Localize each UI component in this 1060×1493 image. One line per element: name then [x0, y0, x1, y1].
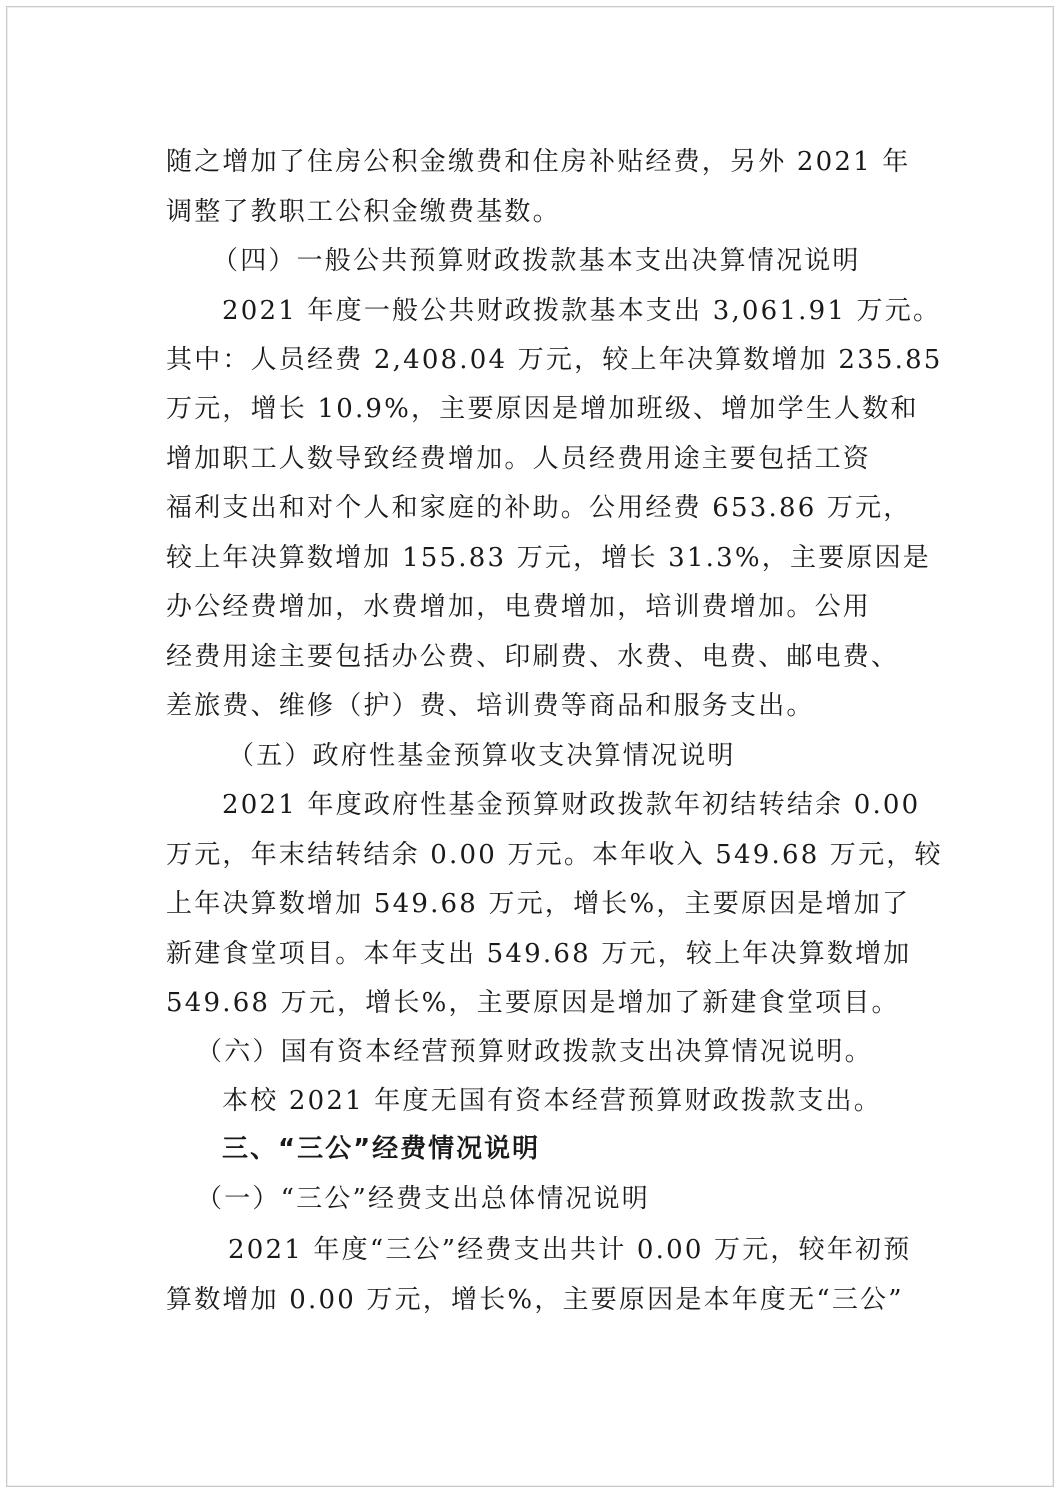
- body-text-line: 经费用途主要包括办公费、印刷费、水费、电费、邮电费、: [166, 642, 900, 672]
- body-text-line: 增加职工人数导致经费增加。人员经费用途主要包括工资: [166, 444, 872, 474]
- body-text-line: 2021 年度“三公”经费支出共计 0.00 万元，较年初预: [228, 1235, 912, 1265]
- body-text-line: 随之增加了住房公积金缴费和住房补贴经费，另外 2021 年: [166, 147, 911, 177]
- body-text-line: 万元，增长 10.9%，主要原因是增加班级、增加学生人数和: [166, 394, 919, 424]
- body-text-line: 调整了教职工公积金缴费基数。: [166, 197, 561, 227]
- body-text-line: 福利支出和对个人和家庭的补助。公用经费 653.86 万元，: [166, 493, 912, 523]
- body-text-line: 本校 2021 年度无国有资本经营预算财政拨款支出。: [222, 1086, 882, 1116]
- subsection-heading-1: （一）“三公”经费支出总体情况说明: [196, 1184, 650, 1214]
- body-text-line: 2021 年度一般公共财政拨款基本支出 3,061.91 万元。: [222, 296, 942, 326]
- body-text-line: 办公经费增加，水费增加，电费增加，培训费增加。公用: [166, 592, 872, 622]
- body-text-line: 其中：人员经费 2,408.04 万元，较上年决算数增加 235.85: [166, 345, 943, 375]
- body-text-line: 万元，年末结转结余 0.00 万元。本年收入 549.68 万元，较: [166, 840, 943, 870]
- body-text-line: 较上年决算数增加 155.83 万元，增长 31.3%，主要原因是: [166, 543, 931, 573]
- body-text-line: 549.68 万元，增长%，主要原因是增加了新建食堂项目。: [166, 988, 900, 1018]
- body-text-line: 上年决算数增加 549.68 万元，增长%，主要原因是增加了: [166, 889, 911, 919]
- body-text-line: 差旅费、维修（护）费、培训费等商品和服务支出。: [166, 691, 815, 721]
- section-title-3: 三、“三公”经费情况说明: [222, 1134, 541, 1164]
- body-text-line: 算数增加 0.00 万元，增长%，主要原因是本年度无“三公”: [166, 1285, 904, 1315]
- body-text-line: 新建食堂项目。本年支出 549.68 万元，较上年决算数增加: [166, 939, 912, 969]
- section-heading-4: （四）一般公共预算财政拨款基本支出决算情况说明: [212, 246, 861, 276]
- body-text-line: 2021 年度政府性基金预算财政拨款年初结转结余 0.00: [222, 790, 921, 820]
- section-heading-5: （五）政府性基金预算收支决算情况说明: [228, 741, 736, 771]
- section-heading-6: （六）国有资本经营预算财政拨款支出决算情况说明。: [196, 1037, 873, 1067]
